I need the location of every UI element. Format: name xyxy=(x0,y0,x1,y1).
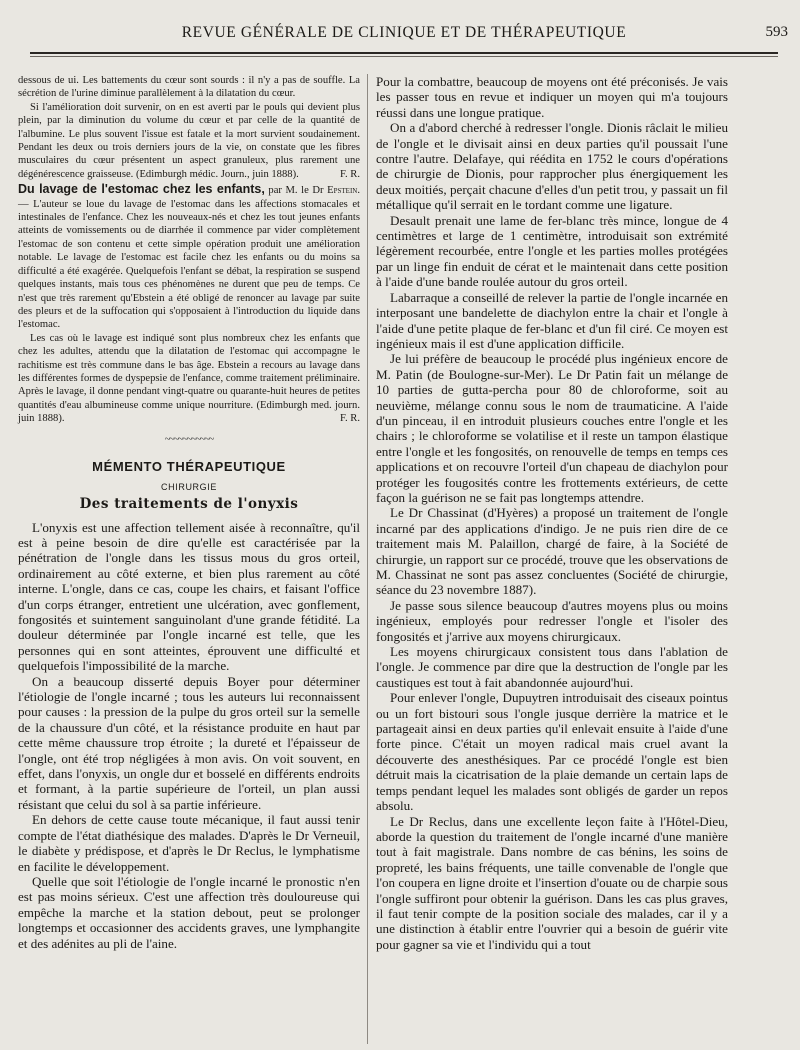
small-print-section xyxy=(18,74,360,426)
paragraph: Labarraque a conseillé de relever la partie de l'ongle incarnée en interposant une bandelette de diachylon entre la chair et l'ongle à l'aide d'une petite plaque de fer-blanc et d'un fil ciré. Ce moyen est ingénieux mais il est d'une application difficile. xyxy=(376,289,728,351)
running-header xyxy=(20,24,788,46)
page-number: 593 xyxy=(765,24,788,40)
paragraph: Les moyens chirurgicaux consistent tous dans l'ablation de l'ongle. Je commence par dire que la destruction de l'ongle par les caustiques est tout à fait abandonnée aujourd'hui. xyxy=(376,644,728,690)
article-subtitle: Des traitements de l'onyxis xyxy=(79,495,299,512)
article-body-left xyxy=(18,520,360,951)
paragraph-text: Si l'amélioration doit survenir, on en est averti par le pouls qui devient plus plein, par la diminution du volume du cœur et par celle de la quantité de l'albumine. Le plus souvent l'issue est fatale et la mort survient soudainement. Pendant les deux ou trois derniers jours de la vie, on constate que les fibres musculaires du cœur présentent un aspect granuleux, plus rarement une dégénérescence graisseuse. (Edimburgh médic. Journ., juin 1888). xyxy=(18,101,360,180)
section-separator: ~~~~~~~~~~~ xyxy=(164,433,214,445)
paragraph: Desault prenait une lame de fer-blanc très mince, longue de 4 centimètres et large de 1 centimètre, introduisait son extrémité légèrement recourbée, entre l'ongle et les parties molles protégées par un linge fin enduit de cérat et le maintenait dans cette position à l'aide d'une bande roulée autour du gros orteil. xyxy=(376,212,728,290)
paragraph: On a d'abord cherché à redresser l'ongle. Dionis râclait le milieu de l'ongle et le divisait ainsi en deux parties qu'il poussait l'une contre l'autre. Delafaye, qui réédita en 1752 le cours d'opérations de chirurgie de Dionis, pour rapprocher plus énergiquement les deux moitiés, perçait chacune d'elles d'un petit trou, y passait un fil métallique qu'il serrait en le tordant comme une ligature. xyxy=(376,120,728,213)
left-column xyxy=(18,74,360,951)
paragraph: Je lui préfère de beaucoup le procédé plus ingénieux encore de M. Patin (de Boulogne-sur-Mer). Le Dr Patin fait un mélange de 10 parties de gutta-percha pour 80 de chloroforme, soit au neuvième, mélange connu sous le nom de traumaticine. A l'aide d'un pinceau, il en introduit plusieurs couches entre l'ongle et les chairs ; le chloroforme se volatilise et il reste un tampon élastique entre l'ongle et les fongosités, on renouvelle de temps en temps ces applications et on recouvre l'orteil d'un chapeau de diachylon pour protéger les fougosités contre les frottements extérieurs, de cette façon la guérison ne se fait pas longtemps attendre. xyxy=(376,351,728,505)
paragraph-text: Les cas où le lavage est indiqué sont plus nombreux chez les enfants que chez les adultes, attendu que la dilatation de l'estomac qui accompagne le rachitisme est très commune dans le bas âge. Ebstein a recours au lavage dans les différentes formes de dyspepsie de l'enfance, comme traitement préliminaire. Après le lavage, il donne pendant vingt-quatre ou quarante-huit heures de petites quantités d'eau albumineuse comme unique nourriture. (Edimburgh med. journ. juin 1888). xyxy=(18,332,360,425)
section-heading: MÉMENTO THÉRAPEUTIQUE xyxy=(92,458,286,474)
paragraph xyxy=(18,332,360,426)
article-text: . — L'auteur se loue du lavage de l'estomac dans les affections stomacales et intestinales de l'enfance. Chez les nouveaux-nés et chez les tout jeunes enfants atteints de vomissements ou de diarrhée il commence par vider complètement l'estomac de son contenu et cette simple opération produit une amélioration notable. Le lavage de l'estomac est facile chez les enfants ou du moins sa difficulté a été exagérée. Quelquefois l'enfant se débat, la respiration se suspend quelques instants, mais tous ces phénomènes ne durent que peu de temps. Ce n'est que très rarement qu'Ebstein a été obligé de renoncer au lavage par suite des pleurs et de la suffocation qui s'opposaient à l'introduction du liquide dans l'estomac. xyxy=(18,185,360,331)
column-divider xyxy=(367,74,368,1044)
paragraph: Je passe sous silence beaucoup d'autres moyens plus ou moins ingénieux, employés pour redresser l'ongle et l'isoler des fongosités et j'arrive aux moyens chirurgicaux. xyxy=(376,597,728,644)
article-author-name: Epstein xyxy=(327,185,358,197)
article-paragraph xyxy=(18,183,360,331)
paragraph: Quelle que soit l'étiologie de l'ongle incarné le pronostic n'en est pas moins sérieux. C'est une affection très douloureuse qui empêche la marche et la station debout, peut se prolonger longtemps et occasionner des accidents graves, une lymphangite et des adénites au pli de l'aine. xyxy=(18,873,360,951)
article-author: par M. le Dr xyxy=(264,185,328,197)
paragraph xyxy=(18,101,360,181)
paragraph: Pour la combattre, beaucoup de moyens ont été préconisés. Je vais les passer tous en revue et indiquer un moyen qui m'a toujours réussi dans une longue pratique. xyxy=(376,74,728,120)
signature: F. R. xyxy=(339,413,360,425)
header-rule xyxy=(30,52,778,54)
paragraph: Pour enlever l'ongle, Dupuytren introduisait des ciseaux pointus ou un fort bistouri sous l'ongle jusque derrière la matrice et le partageait ainsi en deux parties qu'il enlevait ensuite à l'aide d'une forte pince. C'était un moyen radical mais cruel avant la découverte des anesthésiques. Par ce procédé l'ongle est bien détruit mais la cicatrisation de la plaie demande un certain laps de temps pendant lequel les malades sont obligés de garder un repos absolu. xyxy=(376,690,728,814)
signature: F. R. xyxy=(339,168,360,180)
paragraph: En dehors de cette cause toute mécanique, il faut aussi tenir compte de l'état diathésique des malades. D'après le Dr Verneuil, le diabète y prédispose, et d'après le Dr Reclus, le lymphatisme en facilite le développement. xyxy=(18,812,360,874)
rubric-heading: CHIRURGIE xyxy=(161,481,217,492)
paragraph: Le Dr Reclus, dans une excellente leçon faite à l'Hôtel-Dieu, aborde la question du traitement de l'ongle incarné d'une manière tout à fait magistrale. Dans nombre de cas bénins, les soins de propreté, les bains fréquents, une taille convenable de l'ongle que l'on coupera en ligne droite et l'insertion d'ouate ou de charpie sous l'ongle suffiront pour obtenir la guérison. Dans les cas plus graves, il faut tenir compte de la position sociale des malades, car il y a une distinction à établir entre l'ouvrier qui a besoin de guérir vite pour gagner sa vie et l'individu qui a tout xyxy=(376,813,728,952)
paragraph: On a beaucoup disserté depuis Boyer pour déterminer l'étiologie de l'ongle incarné ; tous les auteurs lui reconnaissent pour causes : la pression de la pulpe du gros orteil sur la semelle de la chaussure d'un côté, et la résistance produite en haut par cette même chaussure trop étroite ; la dureté et l'épaisseur de l'ongle, ont été trop négligées à mon avis. On voit souvent, en effet, dans l'onyxis, un ongle dur et bosselé en différents endroits et formant, à la partie supérieure de l'orteil, un plan aussi résistant que celui du sol à sa partie inférieure. xyxy=(18,673,360,812)
article-title: Du lavage de l'estomac chez les enfants, xyxy=(18,182,265,197)
journal-title: REVUE GÉNÉRALE DE CLINIQUE ET DE THÉRAPEUTIQUE xyxy=(181,24,627,41)
header-rule-thin xyxy=(30,56,778,57)
right-column xyxy=(376,74,728,952)
article-body-right xyxy=(376,74,728,952)
paragraph: L'onyxis est une affection tellement aisée à reconnaître, qu'il est à peine besoin de dire qu'elle est caractérisée par la pénétration de l'ongle dans les tissus mous du gros orteil, ordinairement au côté externe, et bien plus rarement au côté interne. L'ongle, dans ce cas, coupe les chairs, et faisant l'office d'un corps étranger, entretient une ulcération, avec gonflement, fongosités et suintement sanguinolant d'une grande fétidité. La douleur déterminée par l'ongle incarné est telle, que les personnes qui en sont atteintes, éprouvent une difficulté et quelquefois l'impossibilité de la marche. xyxy=(18,519,360,674)
paragraph: Le Dr Chassinat (d'Hyères) a proposé un traitement de l'ongle incarné par des applications d'indigo. Je ne puis rien dire de ce traitement mais M. Palaillon, chargé de faire, à la Société de chirurgie, un rapport sur ce procédé, trouve que les observations de M. Chassinat ne sont pas assez concluentes (Société de chirurgie, séance du 23 novembre 1887). xyxy=(376,505,728,598)
paragraph: dessous de ui. Les battements du cœur sont sourds : il n'y a pas de souffle. La sécrétion de l'urine diminue parallèlement à la dilatation du cœur. xyxy=(18,75,360,100)
